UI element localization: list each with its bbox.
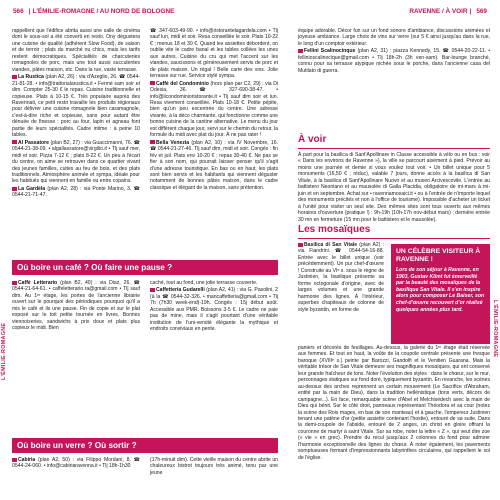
callout-text: Lors de son séjour à Ravenne, en 1903, Gustav Klimt fut émerveillé par la beauté des mosaïques de la basilique San Vitale. Il s'en inspire alors pour composer Le Baiser, son chef-d'œuvre recouvert d'or réalisé quelques années plus tard. bbox=[396, 267, 485, 313]
heading-rule bbox=[298, 238, 490, 239]
restaurant-icon bbox=[12, 187, 17, 191]
paragraph: caché, tout au fond, une jolie terrasse couverte. bbox=[150, 280, 258, 286]
nightlife-column-2 bbox=[150, 457, 278, 477]
klimt-callout-box bbox=[391, 244, 490, 344]
restaurant-column-1 bbox=[12, 28, 140, 200]
restaurant-column-2 bbox=[150, 28, 278, 192]
listing-caffe-del-condominio: Caffè del Condominio (hors plan par C2, 29) : via Di Odesia, 36. ☎ 327-690-38-47. • info@ilcondominioristorante.it • Tlj sauf dim soir et lun. Resa vivement conseillée. Plats 10-18 €. Petite pépite, bien qu'un peu excentrée du centre. Une adresse vivante, à la déco charmante, qui fonctionne comme une bonne cuisine de la cantine alternative. Le menu du jour est différent chaque jour, servi sur le chemin du retour, la formule du midi avec plat du jour. À ne pas rater ! bbox=[150, 80, 278, 139]
nightlife-column-1 bbox=[12, 457, 140, 471]
section-heading-a-voir: À voir bbox=[298, 134, 327, 145]
listing-san-vitale: Basilica di San Vitale (plan A2) : via Fiandrini. ☎ 0544-54-16-88. Entrée avec le billet unique (voir précédemment). Un pur chef-d'œuvre ! Construite au VIᵉ s. sous le règne de Justinien, la basilique présente sa forme octogonale d'origine, avec de larges volumes et une grande harmonie des lignes. À l'intérieur, superbes chapiteaux de colonne de style byzantin, en forme de bbox=[298, 242, 385, 313]
san-vitale-description: paniers et décorés de feuillages. Au-dessus, la galerie du 1ᵉʳ étage était réservée aux femmes. Et tout en haut, la voûte de la coupole centrale présente une fresque baroque (XVIIIᵉ s.) peinte par Barozzi, Gandolfi et le Venitien Guarana. Mais la véritable trésor de San Vitale demeure ses magnifiques mosaïques, qui ont conservé leur grande fraîcheur de tons. Noter l'évolution des styles : dans le chœur, sur le mur, personnages statiques sur fond doré, typiquement byzantin. En revanche, les scènes au-dessus des arches reprennent un certain mouvement (Le Sacrifice d'Abraham, entité par la main de Dieu), dans la tradition hellénistique (tons verts, décors de campagne...). En face, remarquable scène d'Abel et Melchisédech avec la main de Dieu qui bénit. Sur le côté droit, panneaux représentant Théodora et sa cour (notez la scène des Rois mages, en bas de son manteau) et à gauche, l'empereur Justinien tenant une patène d'or (petite assiette contenant l'hostie), entouré de sa suite. Dans la demi-coupole de l'abside, entouré de 2 anges, un christ en gloire offrant la couronne de martyr à saint Vitale. Sur sa robe, noter la lettre « Z », qui veut dire zoe (« vie » en grec). Prendre du recul jusqu'aux 2 colonnes du fond pour admirer l'harmonie exceptionnelle des lignes du chœur. À noter également, les pavements somptueuses formant d'impressionnants labyrinthes circulaires, qui rappellent le sol de l'église. bbox=[298, 345, 490, 461]
a-voir-text: À part pour la basilica di Sant'Apollinare in Classe accessible à vélo ou en bus : voir « Dans les environs de Ravenne »), la ville se parcourt aisément à pied. Prévoir au moins une journée et demie si vous voulez tout voir. • Un billet unique pour 5 monuments (16,50 € ; réduc), valable 7 jours, donne accès à la basilica di San Vitale, à la basilica di Sant'Apollinare Nuovo et au museo Arcivescovile. L'entrée au battistero Neoniano et au mausolée di Galla Placidia, obligatoire de mi-mars à mi-juin et en septembre. Achat sur • ravennamosaici.it • ou à l'entrée de n'importe lequel des monuments précités et non à l'office de tourisme). Impossible d'acheter un ticket à l'unité pour visiter un seul site. Des mêmes sites sont tous ouverts aux mêmes horaires d'ouverture (pratique !) : 9h-19h (10h-17h nov-début mars) ; dernière entrée 30 mn en fermeture (15 mn pour le battistero et le mausolée). bbox=[298, 152, 490, 223]
section-heading-mosaiques: Les mosaïques bbox=[298, 224, 371, 235]
left-page-header bbox=[10, 0, 174, 22]
callout-title: UN CÉLÈBRE VISITEUR À RAVENNE ! bbox=[396, 248, 481, 263]
listing-bella-venezia: Bella Venezia (plan A2, 10) : via IV Novembre, 16. ☎ 0544-21-27-46. Tlj sauf dim, midi et soir. Congés : fin fév et juil. Plats env 10-20 € ; repas 30-40 €. Ne pas se fier à son nom, qui pourrait laisser penser qu'il s'agit d'une adresse touristique. En bas ou en haut, les plats sont bien servis et les habitants qui viennent déguster notamment de bonnes pâtes maison, dans le cadre classique et élégant de la maison, sans prétention. bbox=[150, 139, 278, 191]
restaurant-icon bbox=[12, 75, 17, 79]
paragraph: rappellent que l'édifice abrita aussi une salle de cinéma dont le sous-sol a été converti en resto. Ony dégustera une cuisine de qualité (adhérent Slow Food), de saison et de terroir ; plats du marché ou chics, mais les tarifs restent démocratiques. Spécialités de charcuteries romagnoles de porc, mais une tout aussi succulentes viandes, pâtes maison, etc. Dans la rue, vaste terrasse. bbox=[12, 28, 140, 73]
section-bar-sortir: Où boire un verre ? Où sortir ? bbox=[12, 438, 278, 453]
listing-caffetteria-gudarelli: Caffetteria Gudarelli (plan A2, 41) : via G. Pasolini, 2 (à la ☎ 0544-32-326. • mancaffetteria@gmail.com • Tlj 7h (7h30 week-end)-19h. Congés : 15j début août. Accessible aux PMR. Boissons 3-5 €. Le cadre ne paie pas de mine, mais il s'agit pourtant d'une véritable institution de l'uni-versité élégante la mythique et endroits conviviaux en pente. bbox=[150, 287, 278, 333]
right-page-number: 569 bbox=[476, 7, 487, 15]
section-bar-cafe: Où boire un café ? Où faire une pause ? bbox=[12, 260, 278, 275]
right-page-header bbox=[409, 0, 490, 22]
paragraph: (17h-minuit dim). Cette vieille maison du centre abrite un chaleureux bistrot toujours très animé, tenu par une jeune bbox=[150, 457, 278, 476]
header-separator: | bbox=[28, 7, 31, 15]
bar-icon bbox=[298, 49, 303, 53]
listing-cabiria: Cabiria (plan A2, 50) : via Filippo Mordani, 8. ☎ 0544-24-060. • info@cabiriaravenna.it • Tlj 18h-1h30 bbox=[12, 457, 141, 470]
bar-icon bbox=[12, 458, 17, 462]
cafe-column-2 bbox=[150, 280, 278, 334]
left-running-title: L'ÉMILIE-ROMAGNE / AU NORD DE BOLOGNE bbox=[32, 7, 175, 15]
right-edge-tab: L'ÉMILIE-ROMAGNE bbox=[490, 300, 499, 380]
cafe-icon bbox=[12, 281, 17, 285]
right-running-title: RAVENNE / À VOIR bbox=[409, 7, 468, 15]
listing-caffe-letterario: Caffè Letterario (plan B2, 40) : via Diaz, 26. ☎ 0544-21-64-61. • caffeletterario.ra@gmail.com • Tlj sauf dim. Au 1ᵉʳ étage, les portes de l'ancienne librairie ouvert sur le pourquoi des périodiques pourquoi qu'il a mis le café et ils une pause. Fin de copie et sur le plat exposé sur le toit petite tournée en livres. Bonnes viennoiseries, sandwichs à prix doux et plats plus copieux le midi. Bien bbox=[12, 280, 140, 332]
cafe-icon bbox=[150, 288, 155, 292]
listing-la-rustica: La Rustica (plan A2, 26) : via d'Azeglio, 26. ☎ 0544-21-81-28. • info@trattorialarustica.it • Fermé sam soir et dim. Compter 25-30 € le repas. Cuisine traditionnelle et copieuse. Plats à 10-15 €. Très populaire auprès des Ravennati, ce petit resto travaille les produits régionaux pour délivrer une cuisine romagnole bien caramagnole, c'est-à-dire riche et copieuse, sans pour autant être dénuée de finesse : porc au four, lapin et agneau font partie de leurs spécialités. Cadre intime : à peine 10 tables. bbox=[12, 74, 141, 139]
restaurant-icon bbox=[150, 140, 155, 144]
monument-icon bbox=[298, 243, 303, 247]
listing-al-passatore: Al Passatore (plan B2, 27) : via Guaccimanni, 76. ☎ 0544-21-38-09. • algallassatore@virgilio.it • Tlj sauf mer, midi et soir. Pizza 7-12 € ; plats 8-22 €. Un peu à l'écart du centre, on aime se retrouver dans ce quartier vivant des jeunes familles, cuites au feu de bois, et des plats traditionnels. Atmosphère animée et sympa, idéale pour les habitués qui viennent en famille ou entre copains. bbox=[12, 139, 140, 185]
left-page-number: 566 bbox=[13, 7, 24, 15]
restaurant-icon bbox=[150, 81, 155, 85]
bar-column-top bbox=[298, 28, 490, 75]
listing-la-gardela: La Gardèla (plan A2, 28) : via Ponte Marino, 3. ☎ 0544-21-71-47. bbox=[12, 185, 140, 199]
paragraph: équipe adorable. Décor fun sur un fond sonore d'ambiance, discussions animées et joyeuse ambiance. Large choix de vins sur verre (sur 5 € ainsi jusqu'au dans la rue, le long d'un comptoir extérieur. bbox=[298, 28, 490, 47]
header-separator: | bbox=[469, 7, 472, 15]
restaurant-icon bbox=[12, 140, 17, 144]
listing-fellini: Fellini Scalinocinque (plan A2, 31) : piazza Kennedy, 15. ☎ 0544-20-22-11. • fellinioscalinocique@gmail.com • Tlj 18h-2h (3h ven-sam). Bar-lounge branché, connu pour sa terrasse atypique nichée sous le porche, dans l'ancienne casa del Mutilato di guerra. bbox=[298, 48, 490, 74]
cafe-column-1 bbox=[12, 280, 140, 333]
heading-rule bbox=[298, 148, 490, 149]
paragraph: ☎ 347-603-49-90. • info@ristorantelagardela.com • Tlj sauf lun, midi et soir. Resa conseillée le soir. Plats 10-22 € ; menus 18 et 30 €. Quand les assiettes débordent, on oublie vite le cadre banal et les tables collées les unes aux autres. Cuisine du cru qui met l'accent sur les viandes, saucissons et généreusement servis de porc et de plats maison. Un régal ! Belle carte des vins. Jolie terrasse sur rue. Service stylé sympa. bbox=[150, 28, 278, 80]
left-edge-tab: L'ÉMILIE-ROMAGNE bbox=[1, 300, 10, 380]
